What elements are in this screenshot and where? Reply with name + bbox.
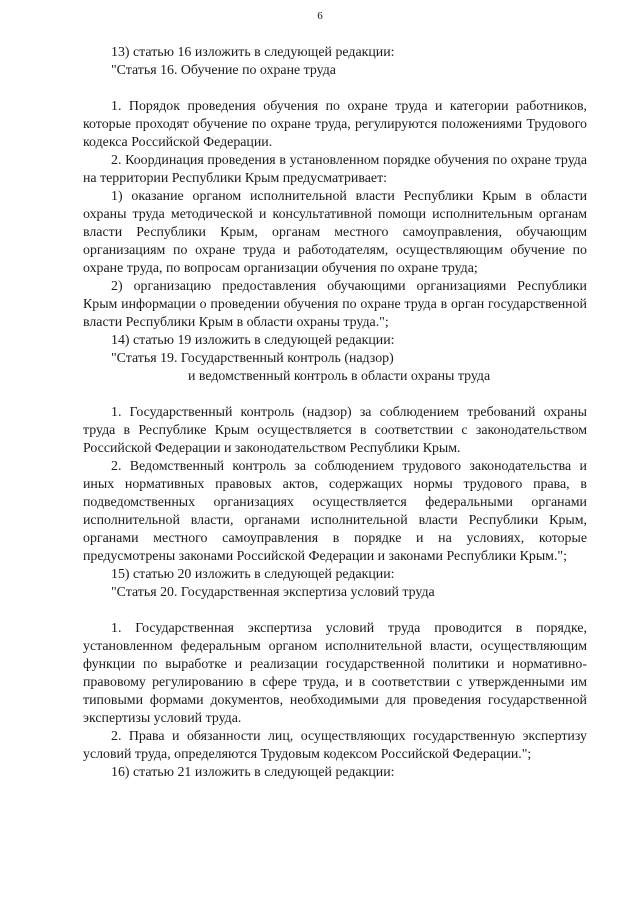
paragraph: "Статья 16. Обучение по охране труда [111, 63, 336, 78]
paragraph-gap [83, 80, 587, 98]
paragraph: "Статья 19. Государственный контроль (надзор) [111, 351, 394, 366]
paragraph: 1) оказание органом исполнительной власти Республики Крым в области охраны труда методической и консультативной помощи исполнительным органам власти Республики Крым, органам местного самоуправления, обучающим организациям по охране труда и работодателям, осуществляющим обучение по охране труда, по вопросам организации обучения по охране труда; [83, 189, 587, 276]
paragraph: 13) статью 16 изложить в следующей редакции: [111, 45, 395, 60]
paragraph: "Статья 20. Государственная экспертиза условий труда [111, 585, 435, 600]
paragraph: и ведомственный контроль в области охраны труда [188, 369, 491, 384]
paragraph: 16) статью 21 изложить в следующей редакции: [111, 765, 395, 780]
paragraph: 2) организацию предоставления обучающими организациями Республики Крым информации о проведении обучения по охране труда в орган государственной власти Республики Крым в области охраны труда."; [83, 279, 587, 330]
page-number: 6 [317, 10, 323, 22]
paragraph: 14) статью 19 изложить в следующей редакции: [111, 333, 395, 348]
paragraph: 1. Государственный контроль (надзор) за соблюдением требований охраны труда в Республике Крым осуществляется в соответствии с законодательством Российской Федерации и законодательством Республики Крым. [83, 405, 587, 456]
paragraph-gap [83, 602, 587, 620]
paragraph: 15) статью 20 изложить в следующей редакции: [111, 567, 395, 582]
paragraph: 2. Ведомственный контроль за соблюдением трудового законодательства и иных нормативных правовых актов, содержащих нормы трудового права, в подведомственных организациях осуществляется федеральными органами исполнительной власти, органами исполнительной власти Республики Крым, органами местного самоуправления в порядке и на условиях, которые предусмотрены законами Российской Федерации и законами Республики Крым."; [83, 459, 587, 564]
paragraph: 1. Государственная экспертиза условий труда проводится в порядке, установленном федеральным органом исполнительной власти, осуществляющим функции по выработке и реализации государственной политики и нормативно-правовому регулированию в сфере труда, и в соответствии с утвержденными им типовыми формами документов, необходимыми для проведения государственной экспертизы условий труда. [83, 621, 587, 726]
paragraph: 2. Права и обязанности лиц, осуществляющих государственную экспертизу условий труда, определяются Трудовым кодексом Российской Федерации."; [83, 729, 587, 762]
paragraph: 2. Координация проведения в установленном порядке обучения по охране труда на территории Республики Крым предусматривает: [83, 153, 587, 186]
paragraph-gap [83, 386, 587, 404]
document-body [83, 44, 587, 782]
paragraph: 1. Порядок проведения обучения по охране труда и категории работников, которые проходят обучение по охране труда, регулируются положениями Трудового кодекса Российской Федерации. [83, 99, 587, 150]
